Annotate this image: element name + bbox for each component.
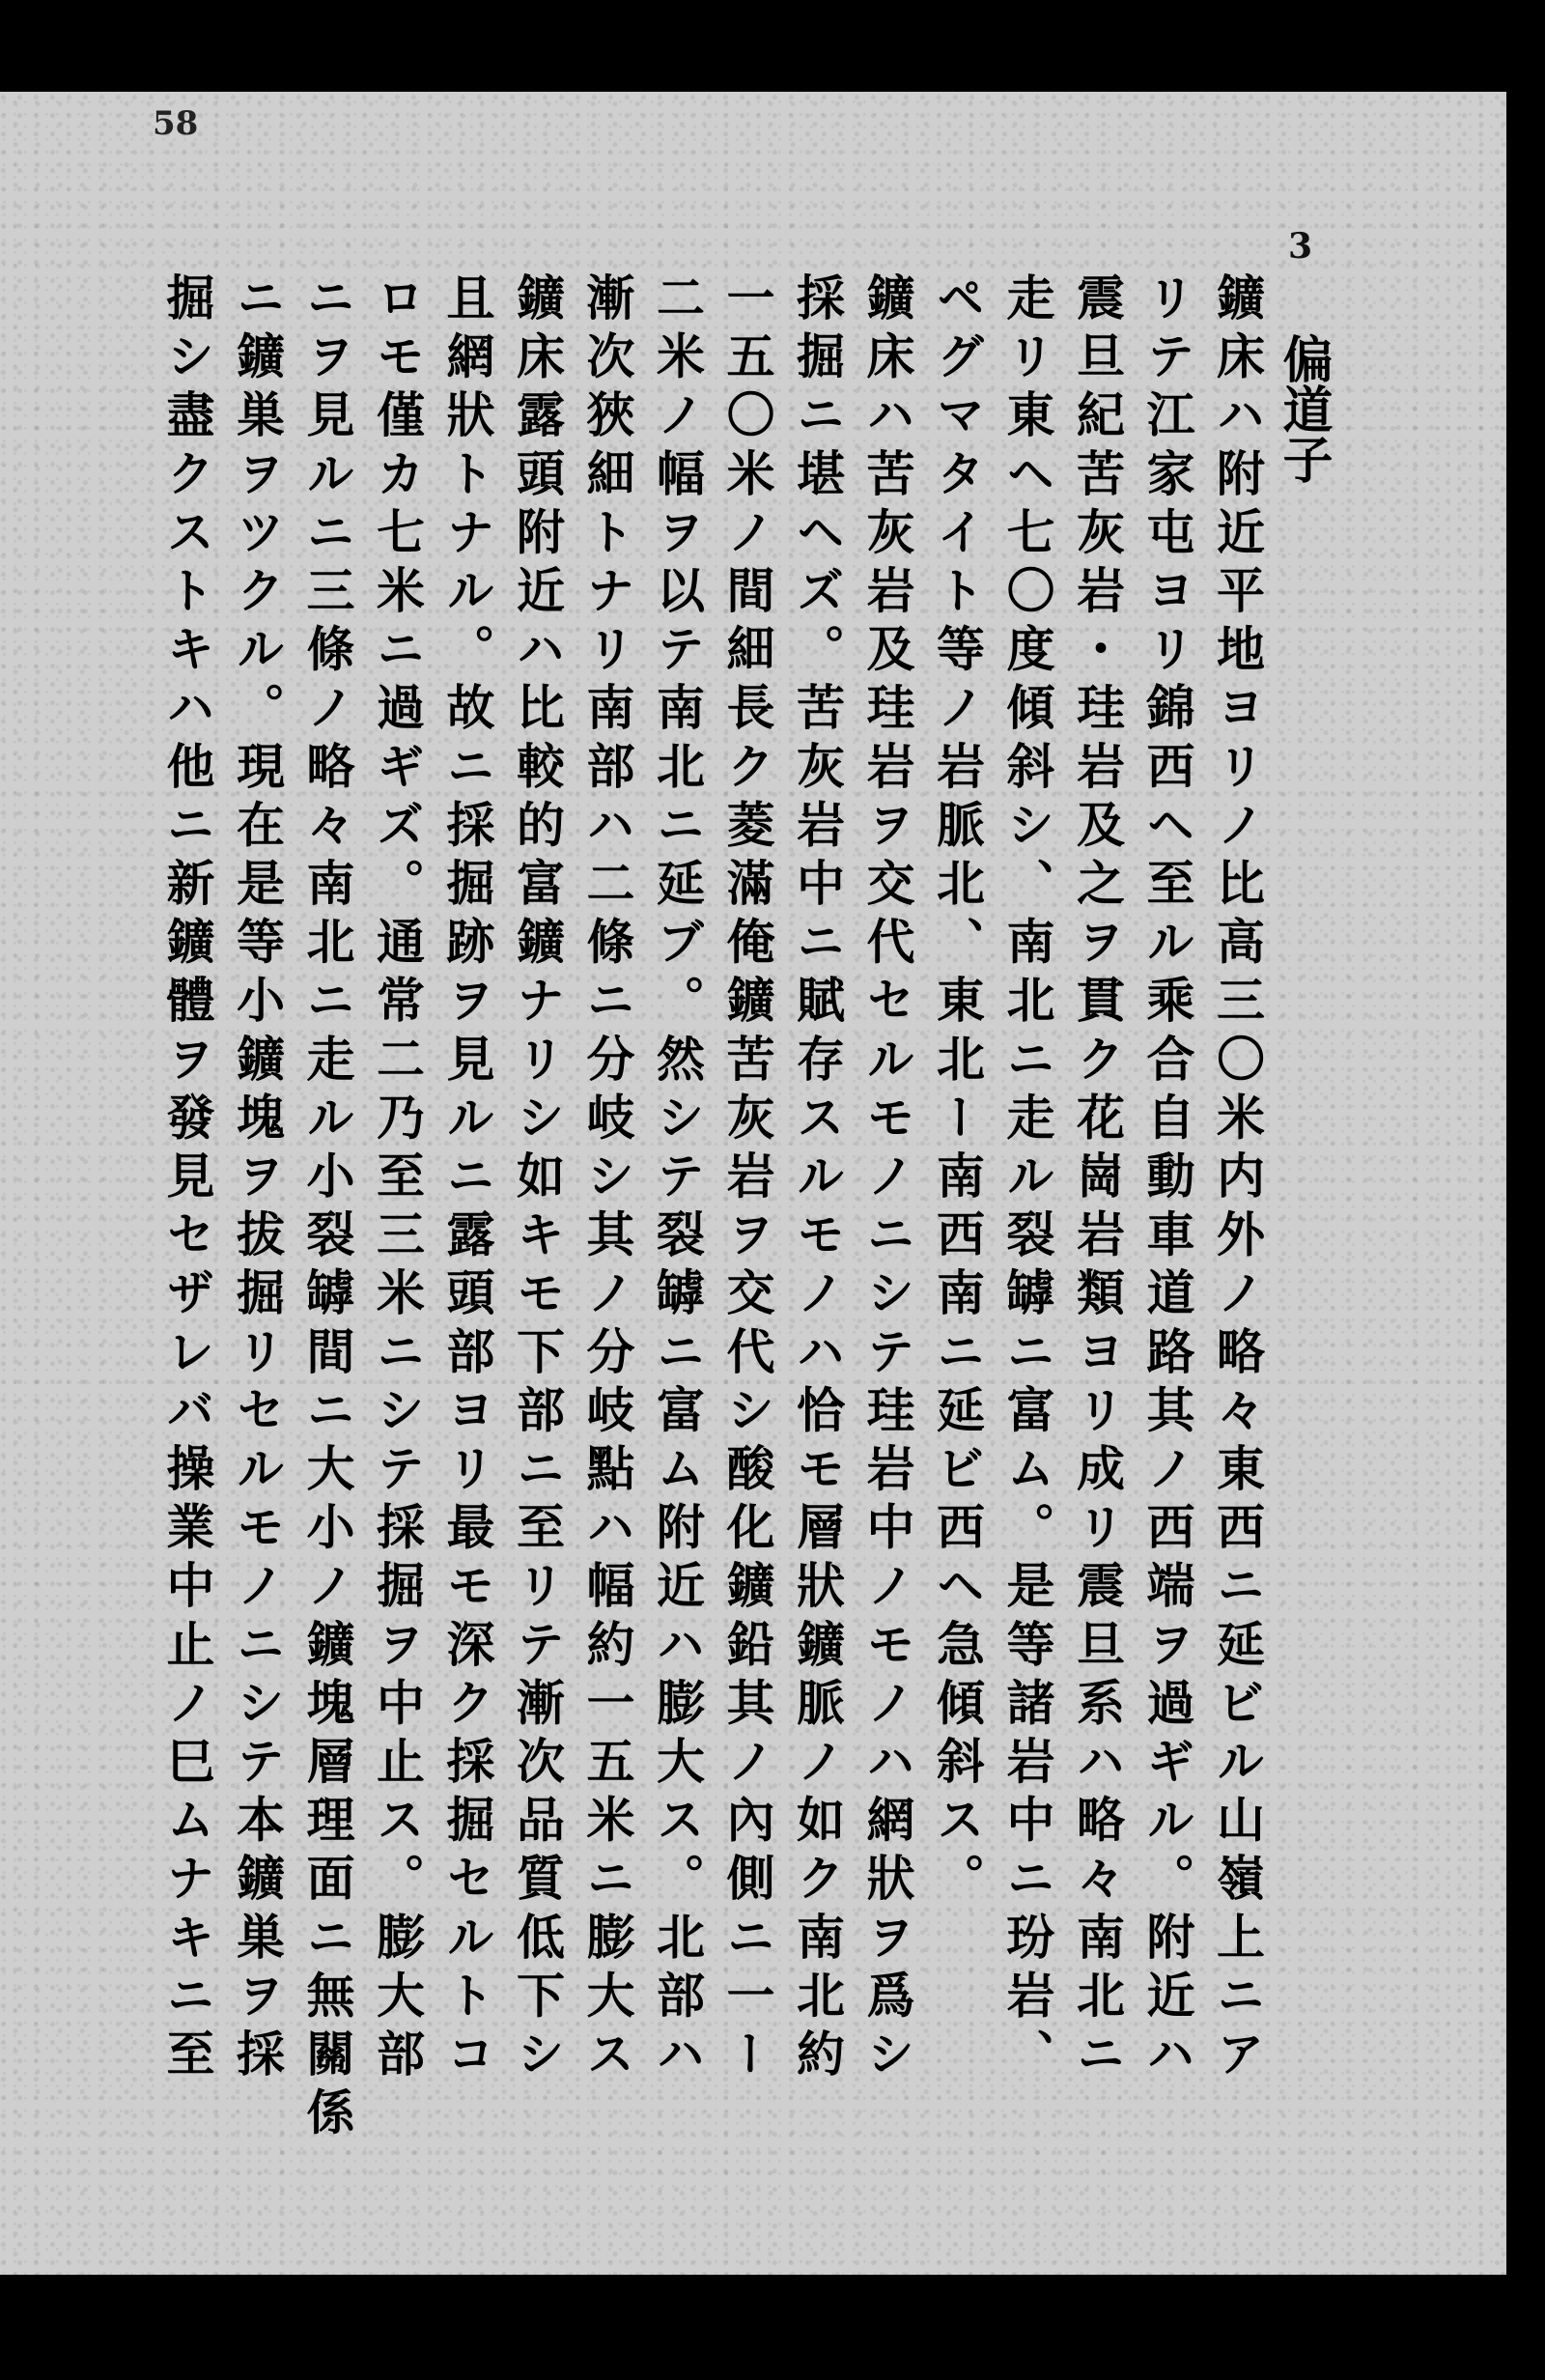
section-number: 3 bbox=[1288, 226, 1313, 267]
text-column: 採掘ニ堪ヘズ。苦灰岩中ニ賦存スルモノハ恰モ層狀鑛脈ノ如ク南北約 bbox=[789, 272, 846, 2087]
body-text bbox=[116, 272, 1265, 2166]
text-column: ニ鑛巣ヲツクル。現在是等小鑛塊ヲ拔掘リセルモノニシテ本鑛巣ヲ採 bbox=[229, 272, 286, 2087]
page-number: 58 bbox=[153, 104, 199, 143]
text-column: 且網狀トナル。故ニ採掘跡ヲ見ルニ露頭部ヨリ最モ深ク採掘セルトコ bbox=[438, 272, 496, 2087]
scan-edge bbox=[1506, 58, 1545, 2318]
text-column: 鑛床ハ苦灰岩及珪岩ヲ交代セルモノニシテ珪岩中ノモノハ網狀ヲ爲シ bbox=[858, 272, 916, 2087]
text-column: 走リ東ヘ七〇度傾斜シ、南北ニ走ル裂罅ニ富ム。是等諸岩中ニ玢岩、 bbox=[998, 272, 1056, 2087]
text-column: 二米ノ幅ヲ以テ南北ニ延ブ。然シテ裂罅ニ富ム附近ハ膨大ス。北部ハ bbox=[649, 272, 706, 2087]
section-title: 偏道子 bbox=[1274, 333, 1333, 484]
text-column: リテ江家屯ヨリ錦西ヘ至ル乘合自動車道路其ノ西端ヲ過ギル。附近ハ bbox=[1138, 272, 1196, 2087]
text-column: 漸次狹細トナリ南部ハ二條ニ分岐シ其ノ分岐點ハ幅約一五米ニ膨大ス bbox=[578, 272, 636, 2087]
text-column: 鑛床ハ附近平地ヨリノ比高三〇米内外ノ略々東西ニ延ビル山嶺上ニア bbox=[1209, 272, 1266, 2087]
text-column: ペグマタイト等ノ岩脈北、東北ー南西南ニ延ビ西ヘ急傾斜ス。 bbox=[929, 272, 986, 1912]
text-column: 震旦紀苦灰岩・珪岩及之ヲ貫ク花崗岩類ヨリ成リ震旦系ハ略々南北ニ bbox=[1069, 272, 1126, 2087]
text-column: 一五〇米ノ間細長ク菱滿俺鑛苦灰岩ヲ交代シ酸化鑛鉛其ノ內側ニ一ー bbox=[718, 272, 776, 2087]
text-column: ニヲ見ルニ三條ノ略々南北ニ走ル小裂罅間ニ大小ノ鑛塊層理面ニ無關係 bbox=[298, 272, 356, 2146]
text-column: ロモ僅カ七米ニ過ギズ。通常二乃至三米ニシテ採掘ヲ中止ス。膨大部 bbox=[369, 272, 426, 2087]
text-column: 掘シ盡クストキハ他ニ新鑛體ヲ發見セザレバ操業中止ノ巳ムナキニ至 bbox=[158, 272, 216, 2087]
text-column: 鑛床露頭附近ハ比較的富鑛ナリシ如キモ下部ニ至リテ漸次品質低下シ bbox=[509, 272, 566, 2087]
